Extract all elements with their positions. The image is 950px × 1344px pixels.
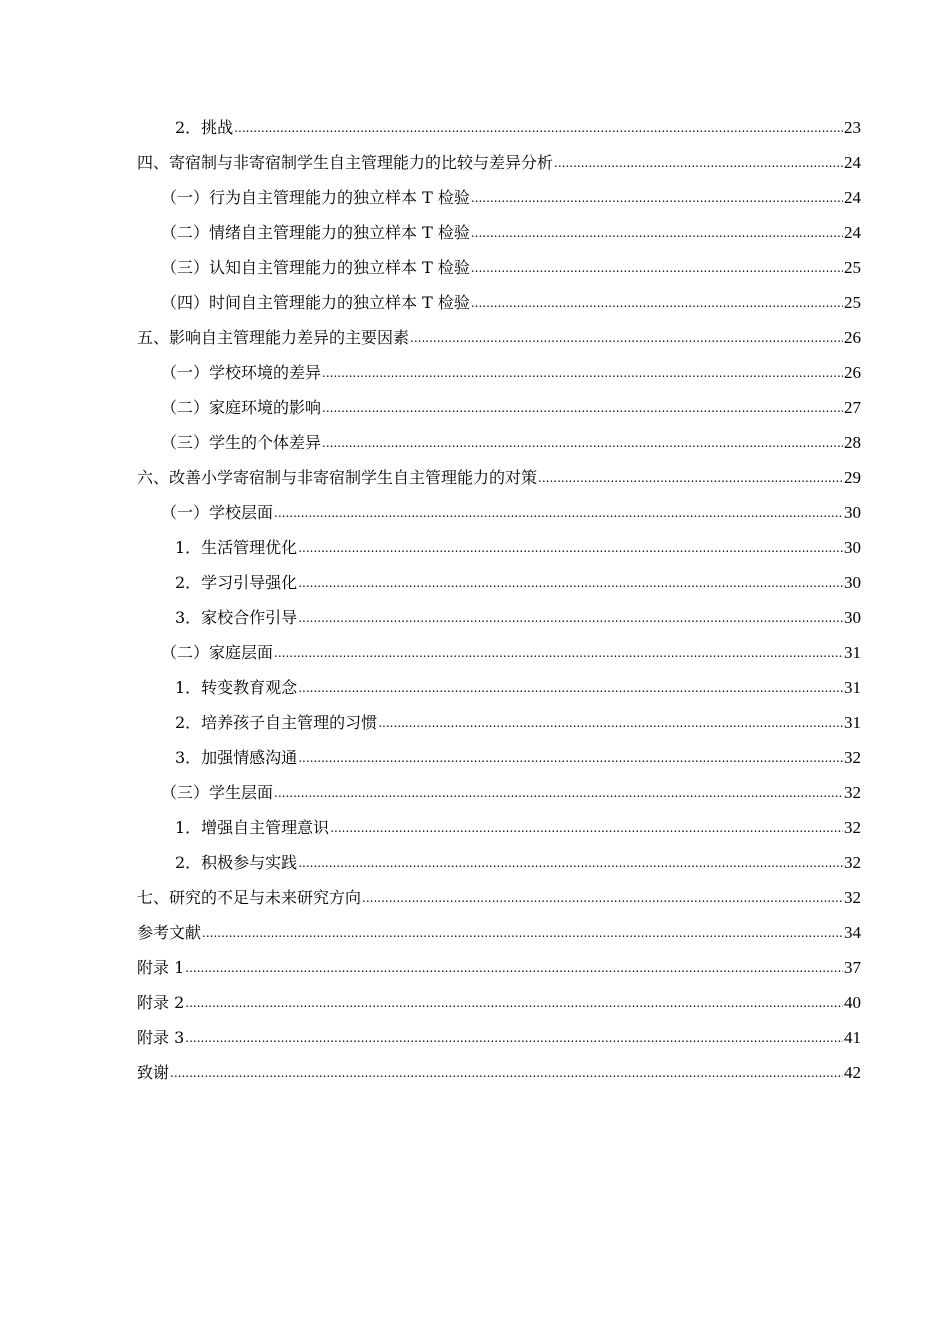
- toc-entry-page-number: 32: [844, 853, 861, 872]
- toc-dot-leader: [378, 704, 843, 741]
- toc-entry-page-number: 23: [844, 118, 861, 137]
- toc-entry-page-number: 42: [844, 1063, 861, 1082]
- toc-entry-page-number: 32: [844, 888, 861, 907]
- toc-entry[interactable]: [137, 915, 861, 950]
- toc-entry[interactable]: [137, 145, 861, 180]
- toc-entry-page-number: 31: [844, 643, 861, 662]
- toc-entry-title: （二）家庭环境的影响: [161, 398, 322, 417]
- toc-entry-title: 3．家校合作引导: [175, 608, 298, 627]
- toc-entry-title: 四、寄宿制与非寄宿制学生自主管理能力的比较与差异分析: [137, 153, 554, 172]
- toc-entry-title: 五、影响自主管理能力差异的主要因素: [137, 328, 410, 347]
- toc-entry[interactable]: [137, 250, 861, 285]
- toc-dot-leader: [538, 459, 843, 496]
- toc-entry[interactable]: [137, 740, 861, 775]
- toc-entry[interactable]: [137, 705, 861, 740]
- toc-entry[interactable]: [137, 495, 861, 530]
- toc-dot-leader: [554, 144, 843, 181]
- toc-entry[interactable]: [137, 565, 861, 600]
- toc-entry-title: 六、改善小学寄宿制与非寄宿制学生自主管理能力的对策: [137, 468, 538, 487]
- toc-entry[interactable]: [137, 215, 861, 250]
- toc-entry[interactable]: [137, 845, 861, 880]
- toc-entry[interactable]: [137, 285, 861, 320]
- toc-entry-title: （三）学生的个体差异: [161, 433, 322, 452]
- toc-entry-page-number: 27: [844, 398, 861, 417]
- toc-dot-leader: [322, 389, 843, 426]
- toc-entry[interactable]: [137, 425, 861, 460]
- toc-entry[interactable]: [137, 180, 861, 215]
- toc-entry-page-number: 25: [844, 293, 861, 312]
- toc-dot-leader: [170, 1054, 843, 1091]
- toc-entry-title: 附录 1: [137, 958, 185, 977]
- toc-entry-page-number: 40: [844, 993, 861, 1012]
- toc-entry[interactable]: [137, 530, 861, 565]
- toc-dot-leader: [471, 249, 843, 286]
- toc-entry-title: 参考文献: [137, 923, 202, 942]
- toc-dot-leader: [298, 529, 843, 566]
- toc-entry-page-number: 24: [844, 153, 861, 172]
- toc-dot-leader: [202, 914, 843, 951]
- toc-entry[interactable]: [137, 600, 861, 635]
- toc-entry[interactable]: [137, 1020, 861, 1055]
- toc-entry-title: （二）情绪自主管理能力的独立样本 T 检验: [161, 223, 470, 242]
- toc-dot-leader: [298, 599, 843, 636]
- toc-dot-leader: [362, 879, 843, 916]
- toc-entry-page-number: 32: [844, 783, 861, 802]
- toc-entry-title: 2．学习引导强化: [175, 573, 298, 592]
- toc-entry-page-number: 30: [844, 538, 861, 557]
- toc-entry-title: 2．积极参与实践: [175, 853, 298, 872]
- toc-dot-leader: [234, 109, 843, 146]
- toc-entry-page-number: 32: [844, 818, 861, 837]
- toc-entry-title: 2．培养孩子自主管理的习惯: [175, 713, 378, 732]
- toc-entry-title: （二）家庭层面: [161, 643, 274, 662]
- toc-entry-page-number: 34: [844, 923, 861, 942]
- toc-entry[interactable]: [137, 775, 861, 810]
- toc-entry-page-number: 41: [844, 1028, 861, 1047]
- toc-entry-page-number: 31: [844, 713, 861, 732]
- toc-entry-title: 附录 3: [137, 1028, 185, 1047]
- toc-dot-leader: [298, 739, 843, 776]
- toc-entry-page-number: 30: [844, 573, 861, 592]
- toc-entry-title: （四）时间自主管理能力的独立样本 T 检验: [161, 293, 470, 312]
- toc-entry[interactable]: [137, 390, 861, 425]
- toc-entry-title: 1．增强自主管理意识: [175, 818, 330, 837]
- toc-dot-leader: [410, 319, 843, 356]
- toc-dot-leader: [274, 634, 843, 671]
- toc-dot-leader: [274, 494, 843, 531]
- table-of-contents: [137, 110, 861, 1090]
- toc-entry-page-number: 30: [844, 503, 861, 522]
- toc-entry-page-number: 28: [844, 433, 861, 452]
- toc-dot-leader: [471, 179, 843, 216]
- toc-entry[interactable]: [137, 110, 861, 145]
- toc-entry-page-number: 26: [844, 363, 861, 382]
- toc-entry-title: 七、研究的不足与未来研究方向: [137, 888, 362, 907]
- toc-entry-page-number: 24: [844, 188, 861, 207]
- toc-entry-title: （三）认知自主管理能力的独立样本 T 检验: [161, 258, 470, 277]
- toc-entry[interactable]: [137, 985, 861, 1020]
- toc-entry-title: 致谢: [137, 1063, 170, 1082]
- toc-dot-leader: [330, 809, 843, 846]
- toc-dot-leader: [322, 424, 843, 461]
- toc-dot-leader: [274, 774, 843, 811]
- toc-dot-leader: [185, 984, 843, 1021]
- toc-entry-page-number: 32: [844, 748, 861, 767]
- toc-entry[interactable]: [137, 1055, 861, 1090]
- toc-dot-leader: [322, 354, 843, 391]
- toc-entry[interactable]: [137, 670, 861, 705]
- toc-entry-title: 3．加强情感沟通: [175, 748, 298, 767]
- toc-dot-leader: [298, 564, 843, 601]
- toc-entry-title: （一）学校层面: [161, 503, 274, 522]
- toc-entry[interactable]: [137, 880, 861, 915]
- toc-entry-page-number: 24: [844, 223, 861, 242]
- toc-entry[interactable]: [137, 950, 861, 985]
- toc-entry[interactable]: [137, 320, 861, 355]
- toc-entry-title: 1．转变教育观念: [175, 678, 298, 697]
- toc-entry-title: 附录 2: [137, 993, 185, 1012]
- toc-entry-title: （一）学校环境的差异: [161, 363, 322, 382]
- toc-entry-page-number: 25: [844, 258, 861, 277]
- toc-entry-page-number: 30: [844, 608, 861, 627]
- toc-dot-leader: [471, 214, 843, 251]
- toc-list: [137, 110, 861, 1090]
- toc-dot-leader: [471, 284, 843, 321]
- toc-dot-leader: [298, 844, 843, 881]
- toc-entry[interactable]: [137, 460, 861, 495]
- toc-entry-page-number: 29: [844, 468, 861, 487]
- toc-entry-page-number: 37: [844, 958, 861, 977]
- toc-entry-title: （一）行为自主管理能力的独立样本 T 检验: [161, 188, 470, 207]
- toc-entry-page-number: 31: [844, 678, 861, 697]
- toc-dot-leader: [185, 1019, 843, 1056]
- toc-entry-title: 1．生活管理优化: [175, 538, 298, 557]
- toc-entry-title: 2．挑战: [175, 118, 234, 137]
- toc-dot-leader: [298, 669, 843, 706]
- toc-entry-title: （三）学生层面: [161, 783, 274, 802]
- toc-entry[interactable]: [137, 355, 861, 390]
- toc-entry-page-number: 26: [844, 328, 861, 347]
- toc-entry[interactable]: [137, 635, 861, 670]
- toc-dot-leader: [185, 949, 843, 986]
- toc-entry[interactable]: [137, 810, 861, 845]
